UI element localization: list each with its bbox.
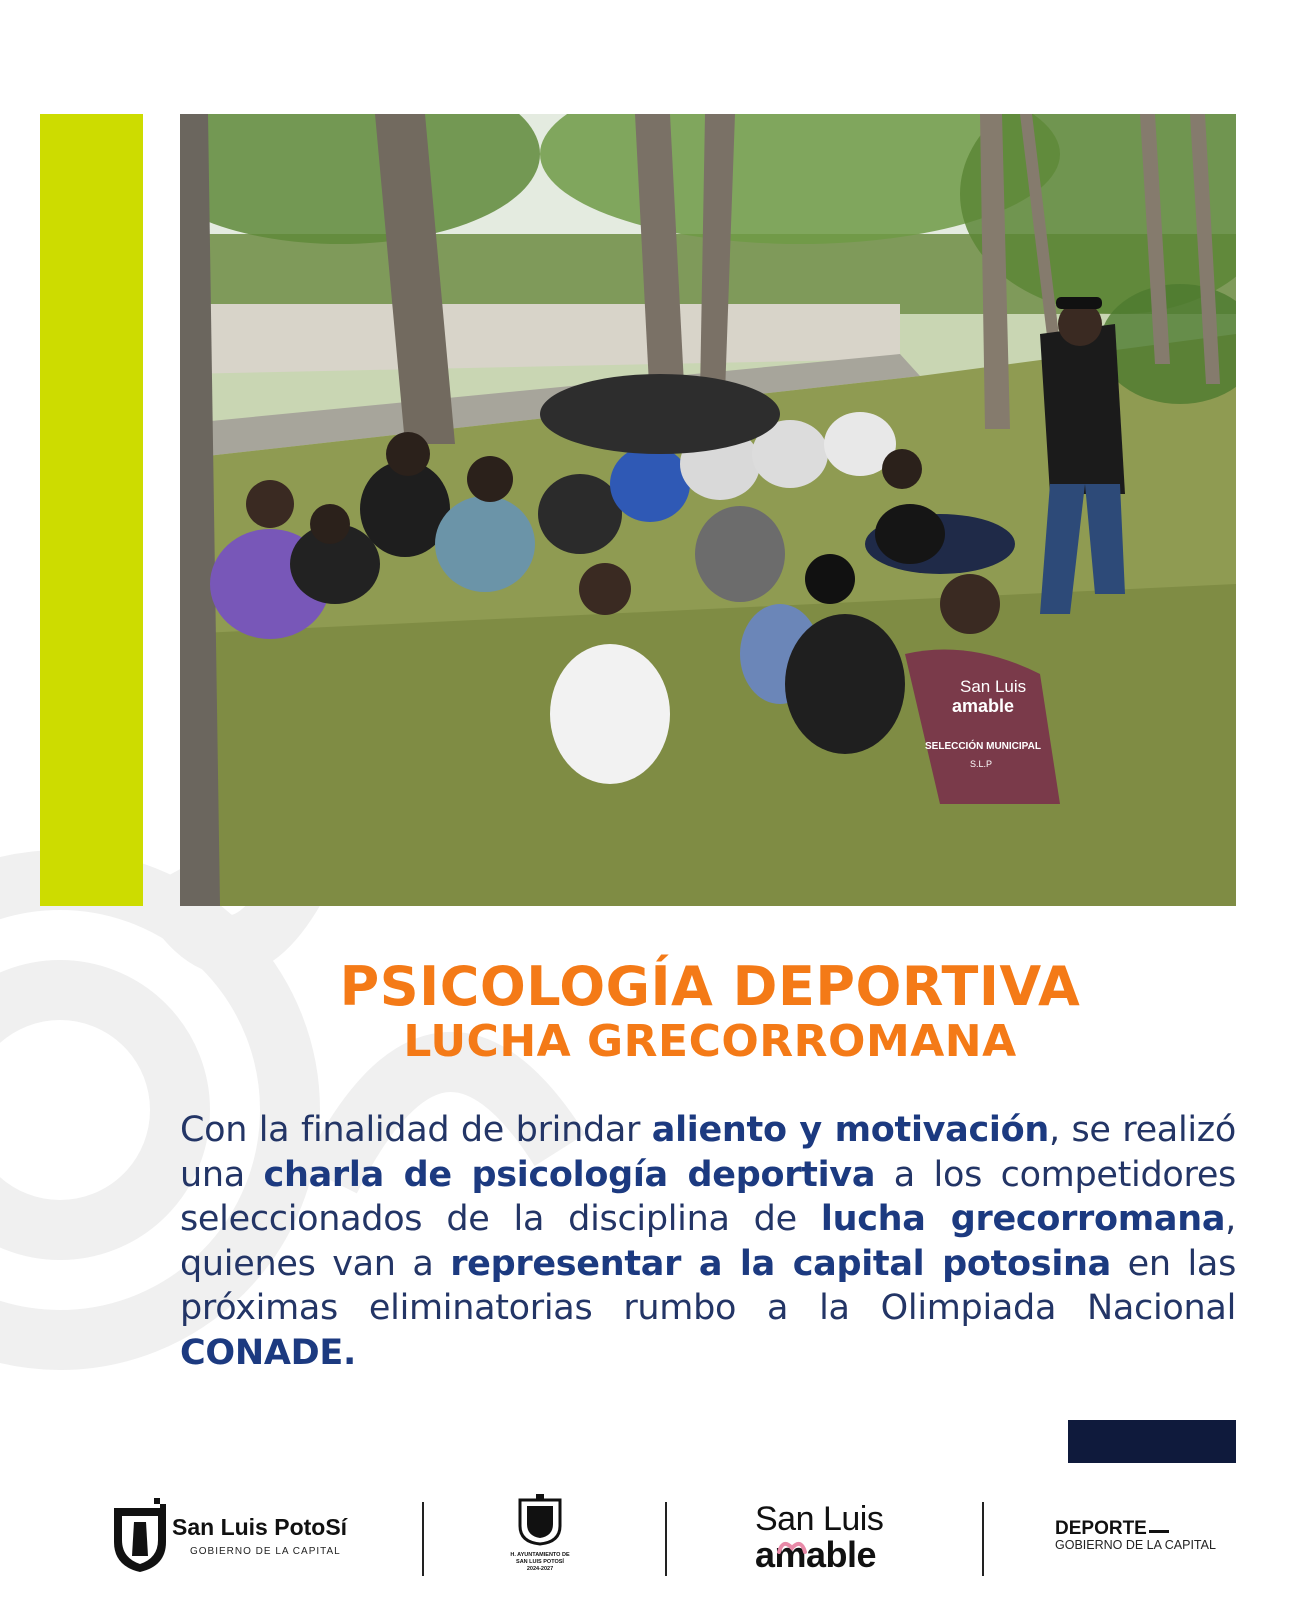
title-line-2: LUCHA GRECORROMANA: [403, 1016, 1017, 1067]
footer-logos: [0, 1490, 1307, 1590]
deporte-line-1: DEPORTE: [1055, 1518, 1147, 1539]
deporte-underline: [1149, 1530, 1169, 1533]
ayuntamiento-seal-icon: [517, 1494, 563, 1546]
divider: [982, 1502, 984, 1576]
body-paragraph: [180, 1108, 1236, 1375]
title-line-1: PSICOLOGÍA DEPORTIVA: [339, 955, 1081, 1018]
body-segment-bold: CONADE.: [180, 1332, 356, 1373]
body-segment: , quienes van a: [180, 1199, 1236, 1284]
crest-icon: [110, 1496, 170, 1574]
heart-icon: [777, 1538, 807, 1554]
shirt-text-4: S.L.P: [970, 759, 993, 769]
navy-block: [1068, 1420, 1236, 1463]
shirt-text-2: amable: [952, 696, 1015, 716]
body-segment-bold: aliento y motivación: [651, 1110, 1049, 1150]
body-segment: en las próximas eliminatorias rumbo a la Olimpiada Nacional: [180, 1243, 1236, 1328]
shirt-text-3: SELECCIÓN MUNICIPAL: [925, 741, 1041, 752]
logo-ayuntamiento: [480, 1494, 600, 1586]
body-segment-bold: lucha grecorromana: [820, 1199, 1226, 1239]
amable-line-2: amable: [755, 1534, 877, 1575]
logo-deporte: [1055, 1518, 1255, 1568]
body-segment-bold: charla de psicología deportiva: [263, 1154, 876, 1195]
ayuntamiento-line-2: SAN LUIS POTOSÍ: [516, 1559, 564, 1565]
divider: [665, 1502, 667, 1576]
accent-bar: [40, 114, 143, 906]
slp-name: San Luis PotoSí: [172, 1514, 348, 1540]
deporte-line-2: GOBIERNO DE LA CAPITAL: [1055, 1538, 1216, 1552]
body-segment-bold: representar a la capital potosina: [450, 1243, 1111, 1284]
shirt-text-1: San Luis: [960, 677, 1027, 696]
slp-subtitle: GOBIERNO DE LA CAPITAL: [190, 1546, 341, 1557]
event-photo: [180, 114, 1236, 906]
logo-slp-gobierno: [110, 1496, 370, 1580]
body-segment: Con la finalidad de brindar: [180, 1110, 652, 1150]
logo-san-luis-amable: [755, 1500, 925, 1580]
amable-line-1: San Luis: [755, 1500, 884, 1538]
ayuntamiento-line-3: 2024-2027: [526, 1566, 554, 1572]
body-segment: a los competidores seleccionados de la disciplina de: [180, 1154, 1236, 1239]
ayuntamiento-line-1: H. AYUNTAMIENTO DE: [510, 1552, 570, 1558]
divider: [422, 1502, 424, 1576]
body-segment: , se realizó una: [180, 1110, 1236, 1195]
